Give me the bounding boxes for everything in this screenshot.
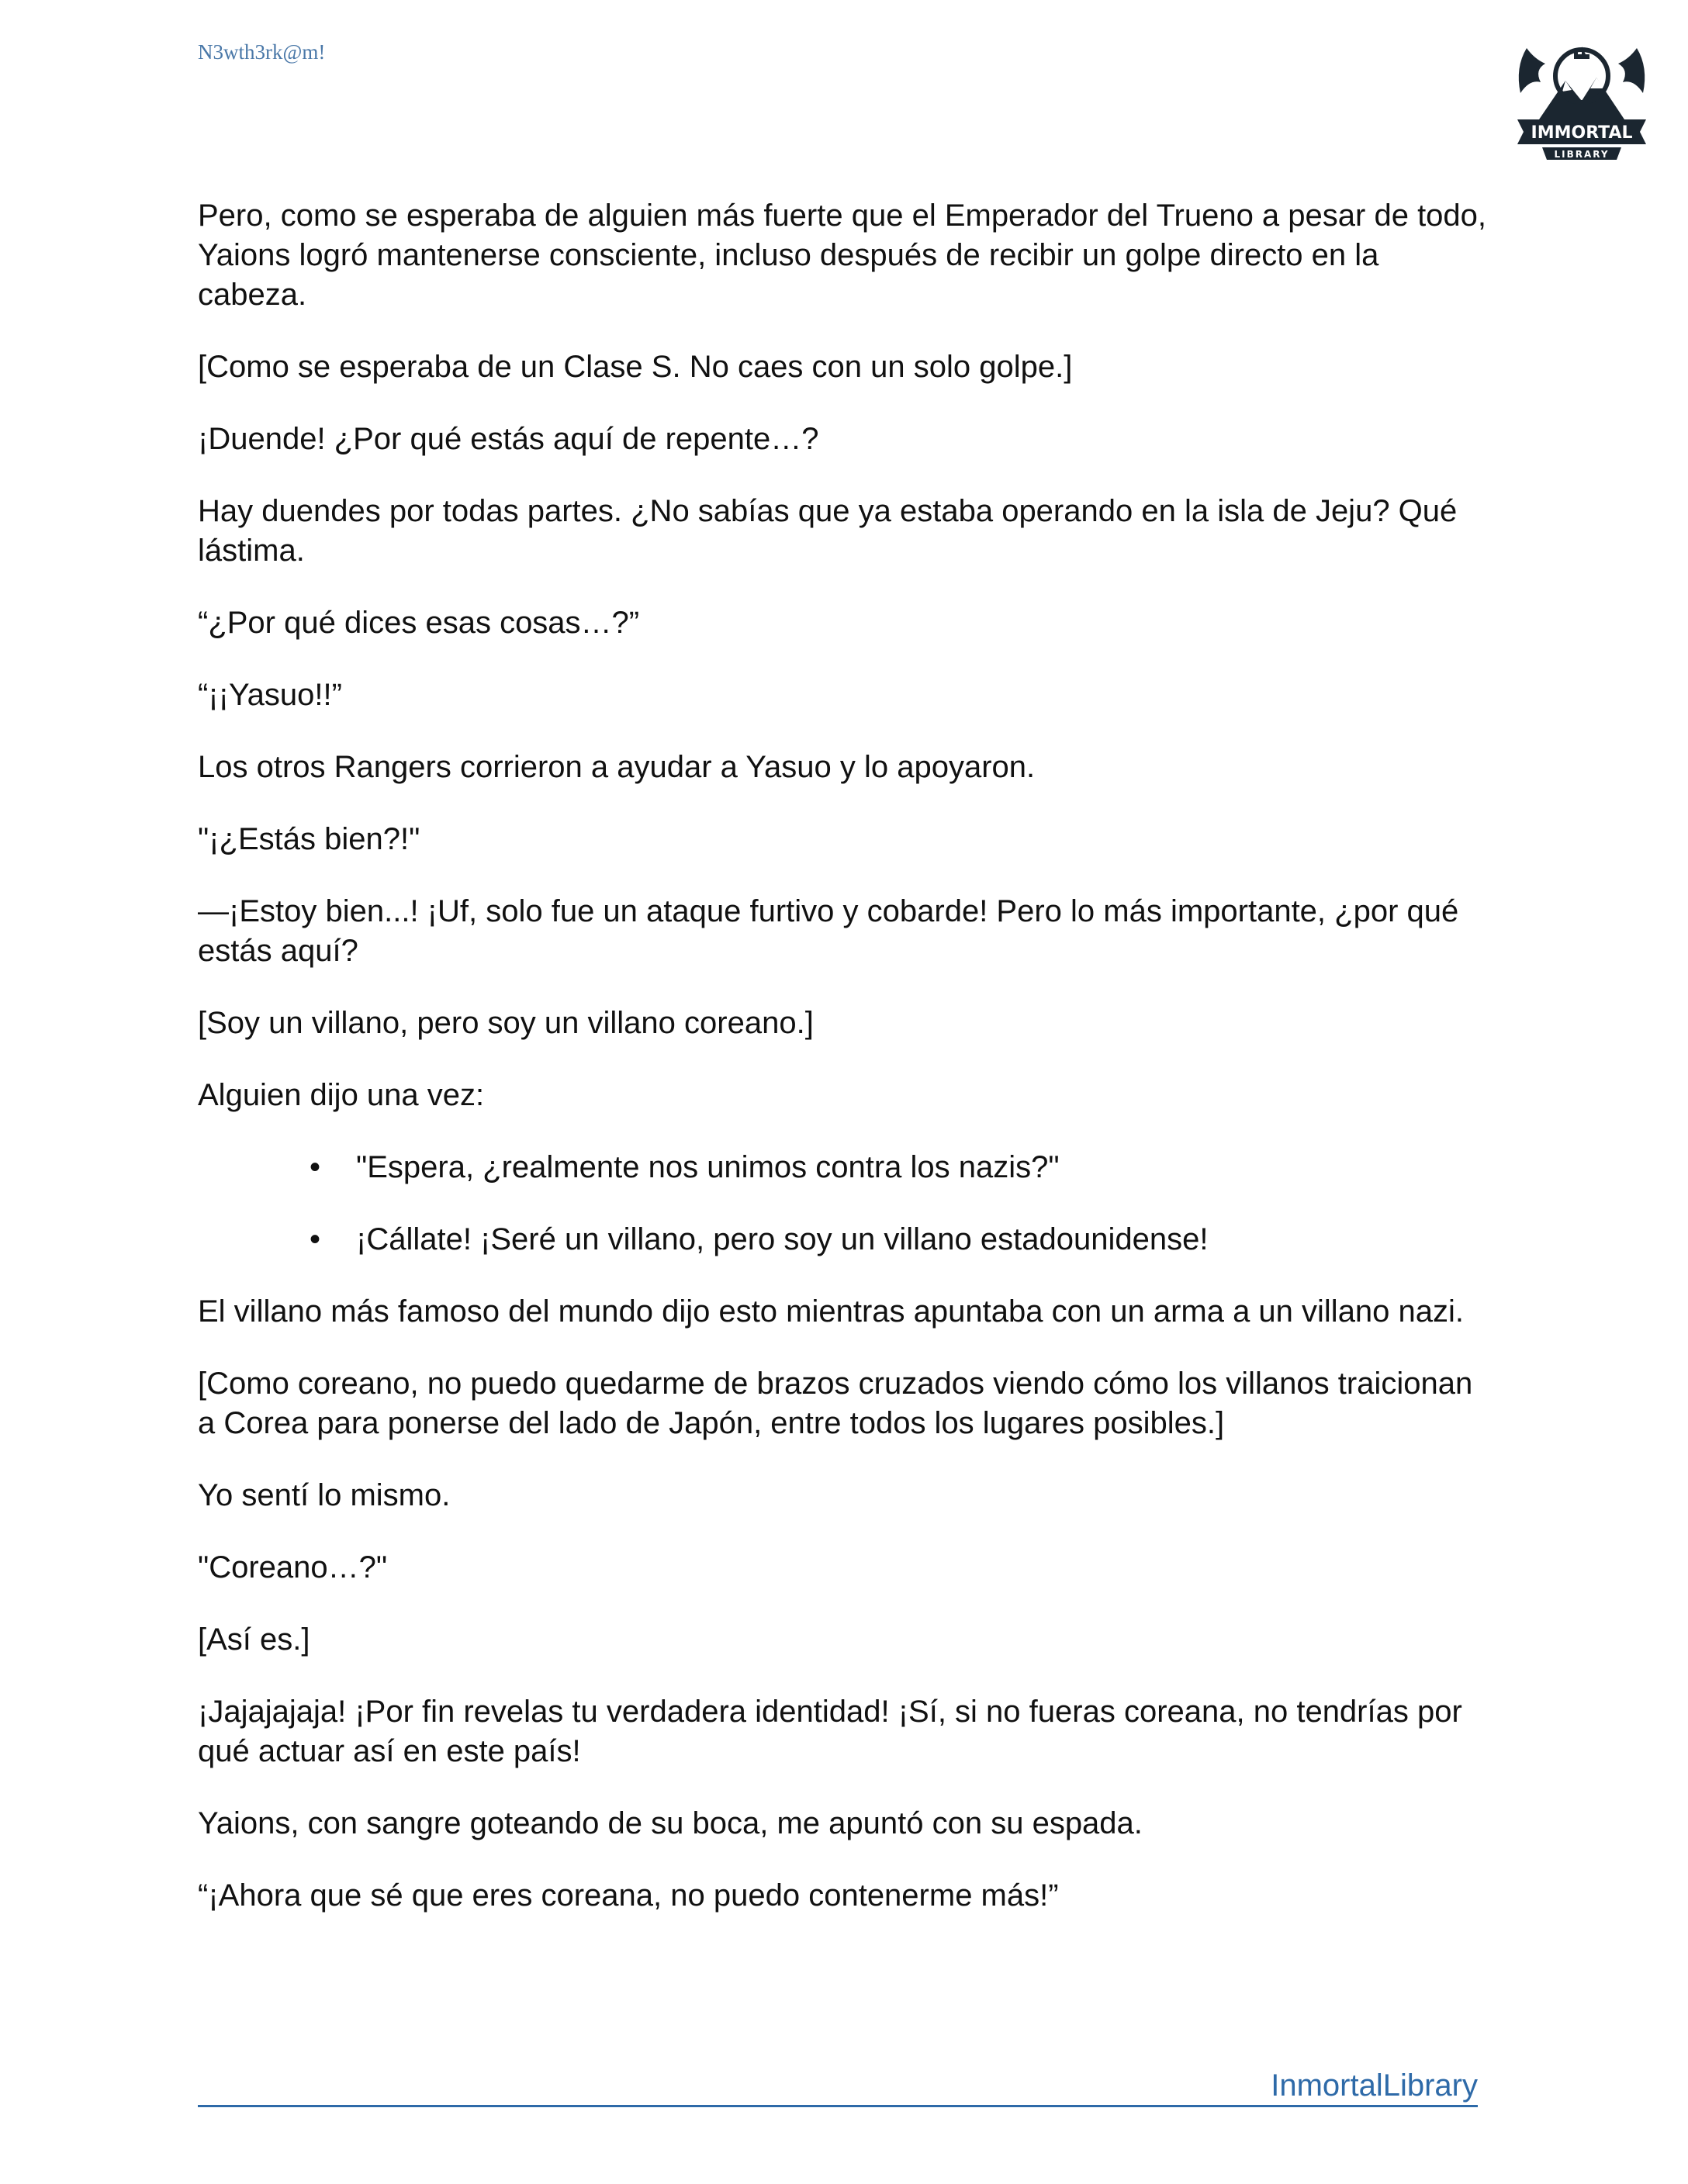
paragraph: ¡Duende! ¿Por qué estás aquí de repente…?: [198, 422, 819, 456]
list-item-text: "Espera, ¿realmente nos unimos contra los nazis?": [356, 1150, 1060, 1184]
bullet-icon: •: [310, 1222, 321, 1256]
paragraph: Alguien dijo una vez:: [198, 1078, 485, 1112]
paragraph: Hay duendes por todas partes. ¿No sabías que ya estaba operando en la isla de Jeju? Qué lástima.: [198, 494, 1458, 568]
header-watermark: N3wth3rk@m!: [198, 40, 326, 64]
paragraph: El villano más famoso del mundo dijo esto mientras apuntaba con un arma a un villano nazi.: [198, 1294, 1465, 1329]
right-dragon-icon: [1618, 48, 1645, 93]
paragraph: "Coreano…?": [198, 1550, 388, 1584]
paragraph: “¡¡Yasuo!!”: [198, 678, 342, 712]
document-body: [198, 196, 1493, 1948]
bullet-icon: •: [310, 1150, 321, 1184]
paragraph: Los otros Rangers corrieron a ayudar a Yasuo y lo apoyaron.: [198, 750, 1036, 784]
left-dragon-icon: [1519, 48, 1545, 93]
mountain-icon: [1539, 78, 1624, 119]
list-item: [310, 1220, 1493, 1260]
logo-title-text: IMMORTAL: [1531, 123, 1633, 143]
paragraph: ¡Jajajajaja! ¡Por fin revelas tu verdadera identidad! ¡Sí, si no fueras coreana, no tendrías por qué actuar así en este país!: [198, 1695, 1462, 1768]
paragraph: [Como se esperaba de un Clase S. No caes con un solo golpe.]: [198, 350, 1073, 384]
paragraph: Yo sentí lo mismo.: [198, 1478, 451, 1512]
paragraph: [Así es.]: [198, 1622, 310, 1657]
paragraph: “¿Por qué dices esas cosas…?”: [198, 606, 640, 640]
paragraph: [Como coreano, no puedo quedarme de brazos cruzados viendo cómo los villanos traicionan a Corea para ponerse del lado de Japón, entre todos los lugares posibles.]: [198, 1367, 1473, 1440]
paragraph: [Soy un villano, pero soy un villano coreano.]: [198, 1006, 814, 1040]
footer: [198, 2066, 1478, 2107]
immortal-library-logo: [1511, 33, 1652, 163]
paragraph: "¡¿Estás bien?!": [198, 822, 420, 856]
list-item-text: ¡Cállate! ¡Seré un villano, pero soy un villano estadounidense!: [356, 1222, 1209, 1256]
quote-list: [198, 1148, 1493, 1260]
footer-link[interactable]: InmortalLibrary: [1271, 2068, 1478, 2103]
logo-subtitle-text: LIBRARY: [1554, 149, 1610, 160]
paragraph: “¡Ahora que sé que eres coreana, no puedo contenerme más!”: [198, 1878, 1059, 1913]
paragraph: Pero, como se esperaba de alguien más fuerte que el Emperador del Trueno a pesar de todo, Yaions logró mantenerse consciente, incluso después de recibir un golpe directo en la cabeza.: [198, 199, 1487, 312]
paragraph: Yaions, con sangre goteando de su boca, me apuntó con su espada.: [198, 1806, 1143, 1840]
list-item: [310, 1148, 1493, 1187]
paragraph: —¡Estoy bien...! ¡Uf, solo fue un ataque furtivo y cobarde! Pero lo más importante, ¿por qué estás aquí?: [198, 894, 1459, 968]
